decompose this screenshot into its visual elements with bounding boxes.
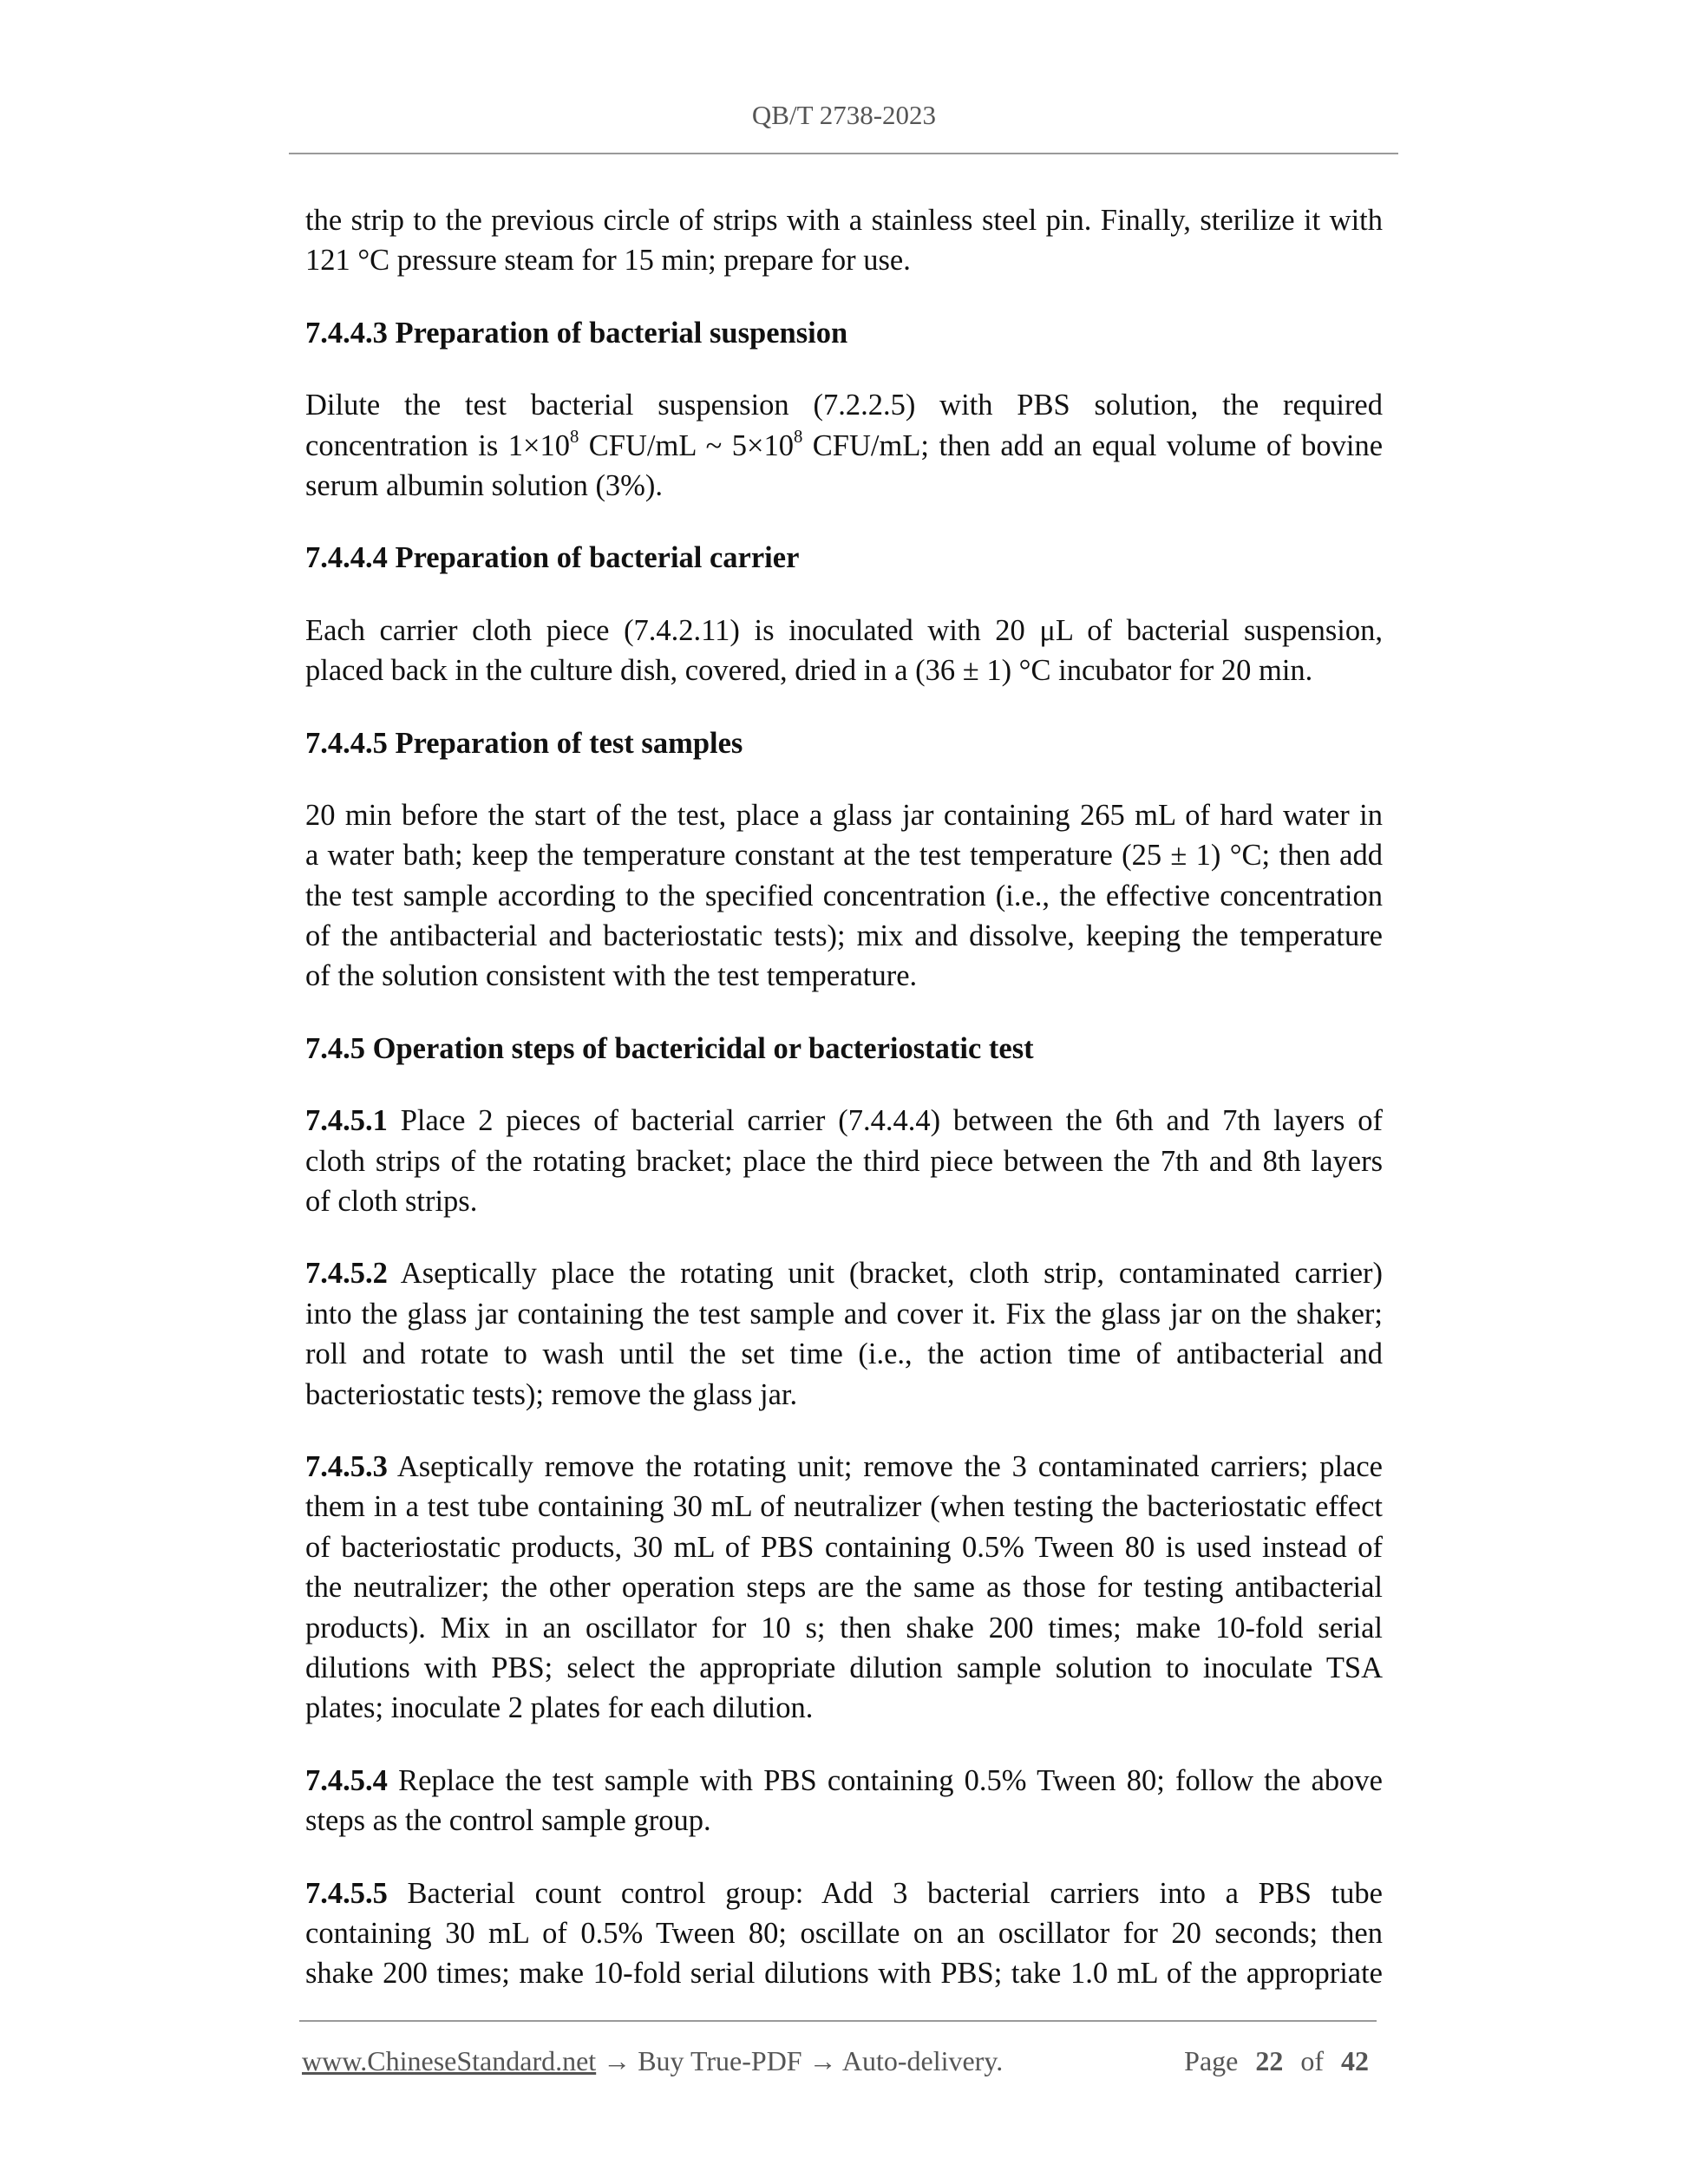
line-text: the test sample according to the specified concentration (i.e., the effective concentration [305, 879, 1383, 912]
body-paragraph [305, 1253, 1383, 1415]
text-line [305, 426, 1383, 466]
line-text: Replace the test sample with PBS containing 0.5% Tween 80; follow the above [387, 1763, 1383, 1797]
text-line [305, 876, 1383, 916]
line-text: steps as the control sample group. [305, 1804, 711, 1838]
line-text: Aseptically place the rotating unit (bracket, cloth strip, contaminated carrier) [387, 1257, 1383, 1291]
clause-number: 7.4.5.1 [305, 1104, 388, 1138]
clause-number: 7.4.5.2 [305, 1257, 388, 1291]
line-text: Dilute the test bacterial suspension (7.2.2.5) with PBS solution, the required [305, 389, 1383, 422]
line-text: 20 min before the start of the test, place a glass jar containing 265 mL of hard water in [305, 798, 1383, 832]
line-text: Bacterial count control group: Add 3 bacterial carriers into a PBS tube [387, 1876, 1383, 1910]
body-paragraph [305, 1761, 1383, 1841]
section-heading [305, 313, 1383, 353]
text-line [305, 538, 1383, 578]
text-line [305, 240, 1383, 280]
line-text: shake 200 times; make 10-fold serial dilutions with PBS; take 1.0 mL of the appropriate [305, 1957, 1383, 1991]
text-line [305, 466, 1383, 506]
text-line [305, 1141, 1383, 1181]
section-heading [305, 723, 1383, 763]
line-text: the strip to the previous circle of strips with a stainless steel pin. Finally, sterilize it with [305, 204, 1383, 237]
website-link[interactable]: www.ChineseStandard.net [302, 2045, 597, 2076]
text-line [305, 1873, 1383, 1913]
line-text: them in a test tube containing 30 mL of neutralizer (when testing the bacteriostatic effect [305, 1490, 1383, 1524]
clause-number: 7.4.5.4 [305, 1763, 388, 1797]
line-text: 7.4.5 Operation steps of bactericidal or bacteriostatic test [305, 1031, 1034, 1065]
text-line [305, 1375, 1383, 1415]
text-line [305, 611, 1383, 651]
line-text: Place 2 pieces of bacterial carrier (7.4.4.4) between the 6th and 7th layers of [387, 1104, 1383, 1138]
body-paragraph [305, 1101, 1383, 1221]
line-text: products). Mix in an oscillator for 10 s; then shake 200 times; make 10-fold serial [305, 1611, 1383, 1645]
of-label: of [1300, 2045, 1324, 2076]
line-text: placed back in the culture dish, covered, dried in a (36 ± 1) °C incubator for 20 min. [305, 654, 1313, 688]
text-line [305, 385, 1383, 425]
text-line [305, 1334, 1383, 1374]
text-line [305, 1101, 1383, 1141]
line-text: of the solution consistent with the test temperature. [305, 959, 918, 993]
text-line [305, 1761, 1383, 1801]
body-paragraph [305, 385, 1383, 506]
line-text: cloth strips of the rotating bracket; place the third piece between the 7th and 8th layers [305, 1144, 1383, 1178]
text-line [305, 1447, 1383, 1487]
text-line [305, 1913, 1383, 1953]
document-header-title: QB/T 2738-2023 [751, 100, 937, 130]
text-line [305, 835, 1383, 875]
line-text: Aseptically remove the rotating unit; remove the 3 contaminated carriers; place [387, 1449, 1383, 1483]
text-line [305, 1294, 1383, 1334]
line-text: 7.4.4.5 Preparation of test samples [305, 726, 743, 760]
line-text: into the glass jar containing the test sample and cover it. Fix the glass jar on the shaker; [305, 1297, 1383, 1331]
page-indicator [1184, 2043, 1369, 2078]
text-line [305, 313, 1383, 353]
section-heading [305, 1029, 1383, 1069]
page-label: Page [1184, 2045, 1239, 2076]
line-text: 121 °C pressure steam for 15 min; prepare for use. [305, 244, 911, 278]
clause-number: 7.4.5.5 [305, 1876, 388, 1910]
header-divider [289, 153, 1398, 154]
arrow-right-icon: → [808, 2045, 837, 2076]
text-line [305, 916, 1383, 956]
line-text: of cloth strips. [305, 1185, 478, 1219]
line-text: Each carrier cloth piece (7.4.2.11) is inoculated with 20 μL of bacterial suspension, [305, 613, 1383, 647]
line-text: bacteriostatic tests); remove the glass jar. [305, 1377, 798, 1411]
exponent: 8 [793, 428, 803, 448]
arrow-right-icon: → [603, 2045, 631, 2076]
text-line [305, 1487, 1383, 1527]
text-line [305, 1253, 1383, 1293]
line-text: dilutions with PBS; select the appropriate dilution sample solution to inoculate TSA [305, 1651, 1383, 1684]
text-line [305, 1801, 1383, 1841]
line-text: serum albumin solution (3%). [305, 468, 664, 502]
text-line [305, 1527, 1383, 1567]
line-text: the neutralizer; the other operation steps are the same as those for testing antibacterial [305, 1571, 1383, 1605]
text-line [305, 1688, 1383, 1728]
line-text: of the antibacterial and bacteriostatic tests); mix and dissolve, keeping the temperature [305, 919, 1383, 953]
auto-delivery-text: Auto-delivery. [841, 2045, 1004, 2076]
body-paragraph [305, 200, 1383, 281]
body-paragraph [305, 611, 1383, 691]
text-line [305, 200, 1383, 240]
body-paragraph [305, 795, 1383, 997]
text-line [305, 1608, 1383, 1648]
text-line [305, 1648, 1383, 1688]
footer-promo [302, 2043, 1003, 2078]
text-line [305, 723, 1383, 763]
line-text: 7.4.4.4 Preparation of bacterial carrier [305, 541, 800, 575]
text-line [305, 1953, 1383, 1993]
total-page-count: 42 [1341, 2045, 1369, 2076]
document-body [305, 200, 1383, 2026]
text-line [305, 956, 1383, 996]
line-text: a water bath; keep the temperature constant at the test temperature (25 ± 1) °C; then add [305, 839, 1383, 873]
line-text: of bacteriostatic products, 30 mL of PBS containing 0.5% Tween 80 is used instead of [305, 1530, 1383, 1564]
current-page-number: 22 [1255, 2045, 1284, 2076]
clause-number: 7.4.5.3 [305, 1449, 388, 1483]
line-text: 7.4.4.3 Preparation of bacterial suspension [305, 316, 848, 350]
text-line [305, 1029, 1383, 1069]
buy-pdf-text: Buy True-PDF [638, 2045, 802, 2076]
text-line [305, 795, 1383, 835]
footer-divider [299, 2020, 1377, 2022]
text-line [305, 1567, 1383, 1607]
line-text: concentration is $1\times 10^8$ CFU/mL ~ $5\times 10^8$ CFU/mL; then add an equal volume of bovine [305, 428, 1384, 462]
body-paragraph [305, 1873, 1383, 1994]
text-line [305, 1181, 1383, 1221]
line-text: roll and rotate to wash until the set time (i.e., the action time of antibacterial and [305, 1337, 1383, 1371]
line-text: containing 30 mL of 0.5% Tween 80; oscillate on an oscillator for 20 seconds; then [305, 1916, 1383, 1950]
body-paragraph [305, 1447, 1383, 1729]
section-heading [305, 538, 1383, 578]
exponent: 8 [569, 428, 579, 448]
text-line [305, 651, 1383, 690]
line-text: plates; inoculate 2 plates for each dilution. [305, 1691, 814, 1725]
